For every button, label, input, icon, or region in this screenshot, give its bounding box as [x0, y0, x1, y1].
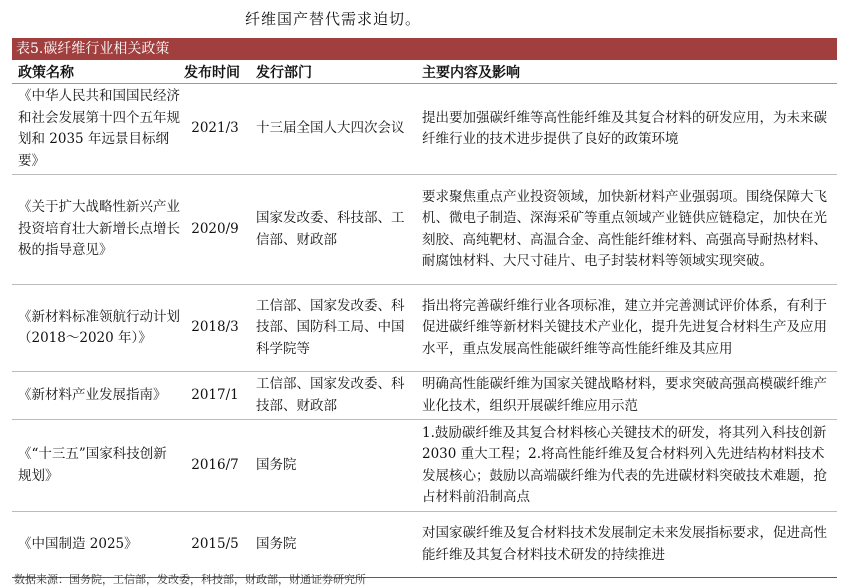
content-cell: 指出将完善碳纤维行业各项标准，建立并完善测试评价体系，有利于促进碳纤维等新材料关键技术产业化，提升先进复合材料生产及应用水平，重点发展高性能碳纤维等高性能纤维及其应用 — [416, 285, 837, 372]
content-cell: 对国家碳纤维及复合材料技术发展制定未来发展指标要求，促进高性能纤维及其复合材料技术研发的持续推进 — [416, 512, 837, 578]
table-row — [12, 372, 837, 420]
content-cell: 明确高性能碳纤维为国家关键战略材料，要求突破高强高模碳纤维产业化技术，组织开展碳纤维应用示范 — [416, 372, 837, 420]
policy-name-cell: 《“十三五”国家科技创新规划》 — [12, 420, 184, 512]
release-date-cell: 2020/9 — [184, 175, 250, 285]
policy-name-cell: 《新材料标准领航行动计划（2018～2020 年）》 — [12, 285, 184, 372]
table-row — [12, 175, 837, 285]
policy-name-cell: 《中国制造 2025》 — [12, 512, 184, 578]
department-cell: 国务院 — [250, 420, 416, 512]
table-header-row — [12, 61, 837, 84]
release-date-cell: 2015/5 — [184, 512, 250, 578]
department-cell: 工信部、国家发改委、科技部、国防科工局、中国科学院等 — [250, 285, 416, 372]
department-cell: 十三届全国人大四次会议 — [250, 84, 416, 175]
release-date-cell: 2017/1 — [184, 372, 250, 420]
table-row — [12, 512, 837, 578]
data-source-note: 数据来源：国务院，工信部，发改委，科技部，财政部，财通证券研究所 — [14, 573, 366, 586]
content-cell: 要求聚焦重点产业投资领域，加快新材料产业强弱项。围绕保障大飞机、微电子制造、深海采矿等重点领域产业链供应链稳定，加快在光刻胶、高纯靶材、高温合金、高性能纤维材料、高强高导耐热材料、耐腐蚀材料、大尺寸硅片、电子封装材料等领域实现突破。 — [416, 175, 837, 285]
header-policy-name: 政策名称 — [12, 61, 184, 84]
release-date-cell: 2018/3 — [184, 285, 250, 372]
header-content: 主要内容及影响 — [416, 61, 837, 84]
department-cell: 国务院 — [250, 512, 416, 578]
header-department: 发行部门 — [250, 61, 416, 84]
policy-name-cell: 《中华人民共和国国民经济和社会发展第十四个五年规划和 2035 年远景目标纲要》 — [12, 84, 184, 175]
release-date-cell: 2021/3 — [184, 84, 250, 175]
policy-name-cell: 《新材料产业发展指南》 — [12, 372, 184, 420]
content-cell: 1.鼓励碳纤维及其复合材料核心关键技术的研发，将其列入科技创新 2030 重大工程；2.将高性能纤维及复合材料列入先进结构材料技术发展核心；鼓励以高端碳纤维为代表的先进碳材料突破技术难题，抢占材料前沿制高点 — [416, 420, 837, 512]
lead-text: 纤维国产替代需求迫切。 — [245, 10, 422, 28]
header-release-date: 发布时间 — [184, 61, 250, 84]
release-date-cell: 2016/7 — [184, 420, 250, 512]
table-row — [12, 420, 837, 512]
table-title: 表5.碳纤维行业相关政策 — [12, 38, 837, 60]
department-cell: 国家发改委、科技部、工信部、财政部 — [250, 175, 416, 285]
table-row — [12, 84, 837, 175]
content-cell: 提出要加强碳纤维等高性能纤维及其复合材料的研发应用，为未来碳纤维行业的技术进步提供了良好的政策环境 — [416, 84, 837, 175]
table-row — [12, 285, 837, 372]
policy-table — [12, 61, 837, 578]
policy-name-cell: 《关于扩大战略性新兴产业投资培育壮大新增长点增长极的指导意见》 — [12, 175, 184, 285]
department-cell: 工信部、国家发改委、科技部、财政部 — [250, 372, 416, 420]
